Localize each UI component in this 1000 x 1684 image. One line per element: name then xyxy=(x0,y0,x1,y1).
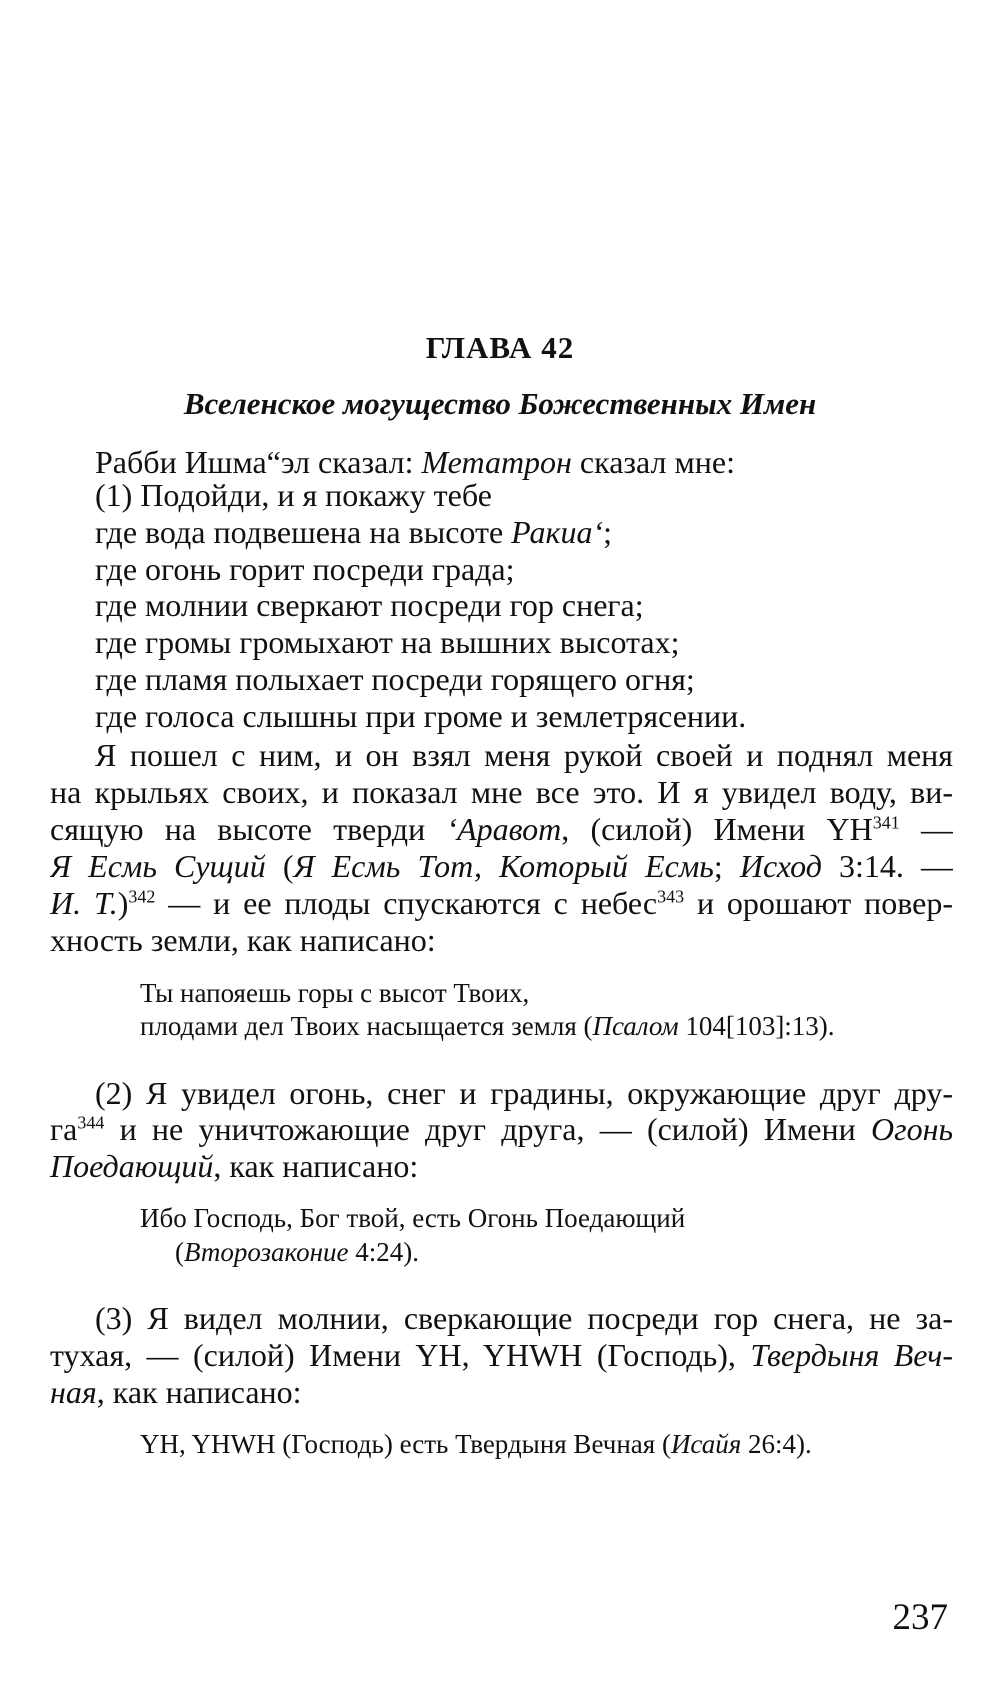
paragraph-line: $га^{344}$ и не уничтожающие друг друга, — (силой) Имени Огонь xyxy=(50,1111,953,1147)
footnote-ref[interactable]: 343 xyxy=(657,886,685,907)
paragraph-line: (2) Я увидел огонь, снег и градины, окружающие друг дру- xyxy=(95,1075,953,1111)
name-metatron: Метатрон xyxy=(421,444,572,480)
footnote-ref[interactable]: 344 xyxy=(77,1112,105,1133)
paragraph-line: ная, как написано: xyxy=(50,1374,302,1410)
paragraph-line: Я Есмь Сущий (Я Есмь Тот, Который Есмь; Исход 3:14. — xyxy=(50,848,953,884)
page-number: 237 xyxy=(892,1597,948,1638)
paragraph-line: Я пошел с ним, и он взял меня рукой своей и поднял меня xyxy=(95,737,953,773)
verse-line: где молнии сверкают посреди гор снега; xyxy=(95,587,644,623)
quote-line: плодами дел Твоих насыщается земля (Псалом 104[103]:13). xyxy=(140,1011,835,1041)
chapter-title: ГЛАВА 42 xyxy=(425,330,575,365)
verse-line: где пламя полыхает посреди горящего огня; xyxy=(95,661,695,697)
verse-line: где голоса слышны при громе и землетрясении. xyxy=(95,698,747,734)
footnote-ref[interactable]: 341 xyxy=(872,812,900,833)
paragraph-line: сящую на высоте тверди ‘Аравот, (силой) Имени YH$^{341}$ — xyxy=(50,811,953,847)
verse-line: где вода подвешена на высоте Ракиа‘; xyxy=(95,514,612,550)
verse-line: (1) Подойди, и я покажу тебе xyxy=(95,477,492,513)
quote-line: Ты напояешь горы с высот Твоих, xyxy=(140,978,530,1008)
footnote-ref[interactable]: 342 xyxy=(128,886,156,907)
paragraph-line: хность земли, как написано: xyxy=(50,922,436,958)
paragraph-line: (3) Я видел молнии, сверкающие посреди гор снега, не за- xyxy=(95,1300,953,1336)
chapter-subtitle: Вселенское могущество Божественных Имен xyxy=(183,386,817,421)
quote-line: YH, YHWH (Господь) есть Твердыня Вечная (Исайя 26:4). xyxy=(140,1429,812,1459)
quote-line: Ибо Господь, Бог твой, есть Огонь Поедающий xyxy=(140,1203,686,1233)
verse-line: где огонь горит посреди града; xyxy=(95,551,515,587)
verse-line: где громы громыхают на вышних высотах; xyxy=(95,624,680,660)
quote-line: (Второзаконие 4:24). xyxy=(175,1237,419,1267)
intro-line: Рабби Ишма“эл сказал: Метатрон сказал мне: xyxy=(95,444,735,480)
paragraph-line: И. Т.)$^{342}$ — и ее плоды спускаются с небес$^{343}$ и орошают повер- xyxy=(50,885,953,921)
paragraph-line: тухая, — (силой) Имени YH, YHWH (Господь), Твердыня Веч- xyxy=(50,1337,953,1373)
paragraph-line: на крыльях своих, и показал мне все это. И я увидел воду, ви- xyxy=(50,774,953,810)
paragraph-line: Поедающий, как написано: xyxy=(50,1148,419,1184)
